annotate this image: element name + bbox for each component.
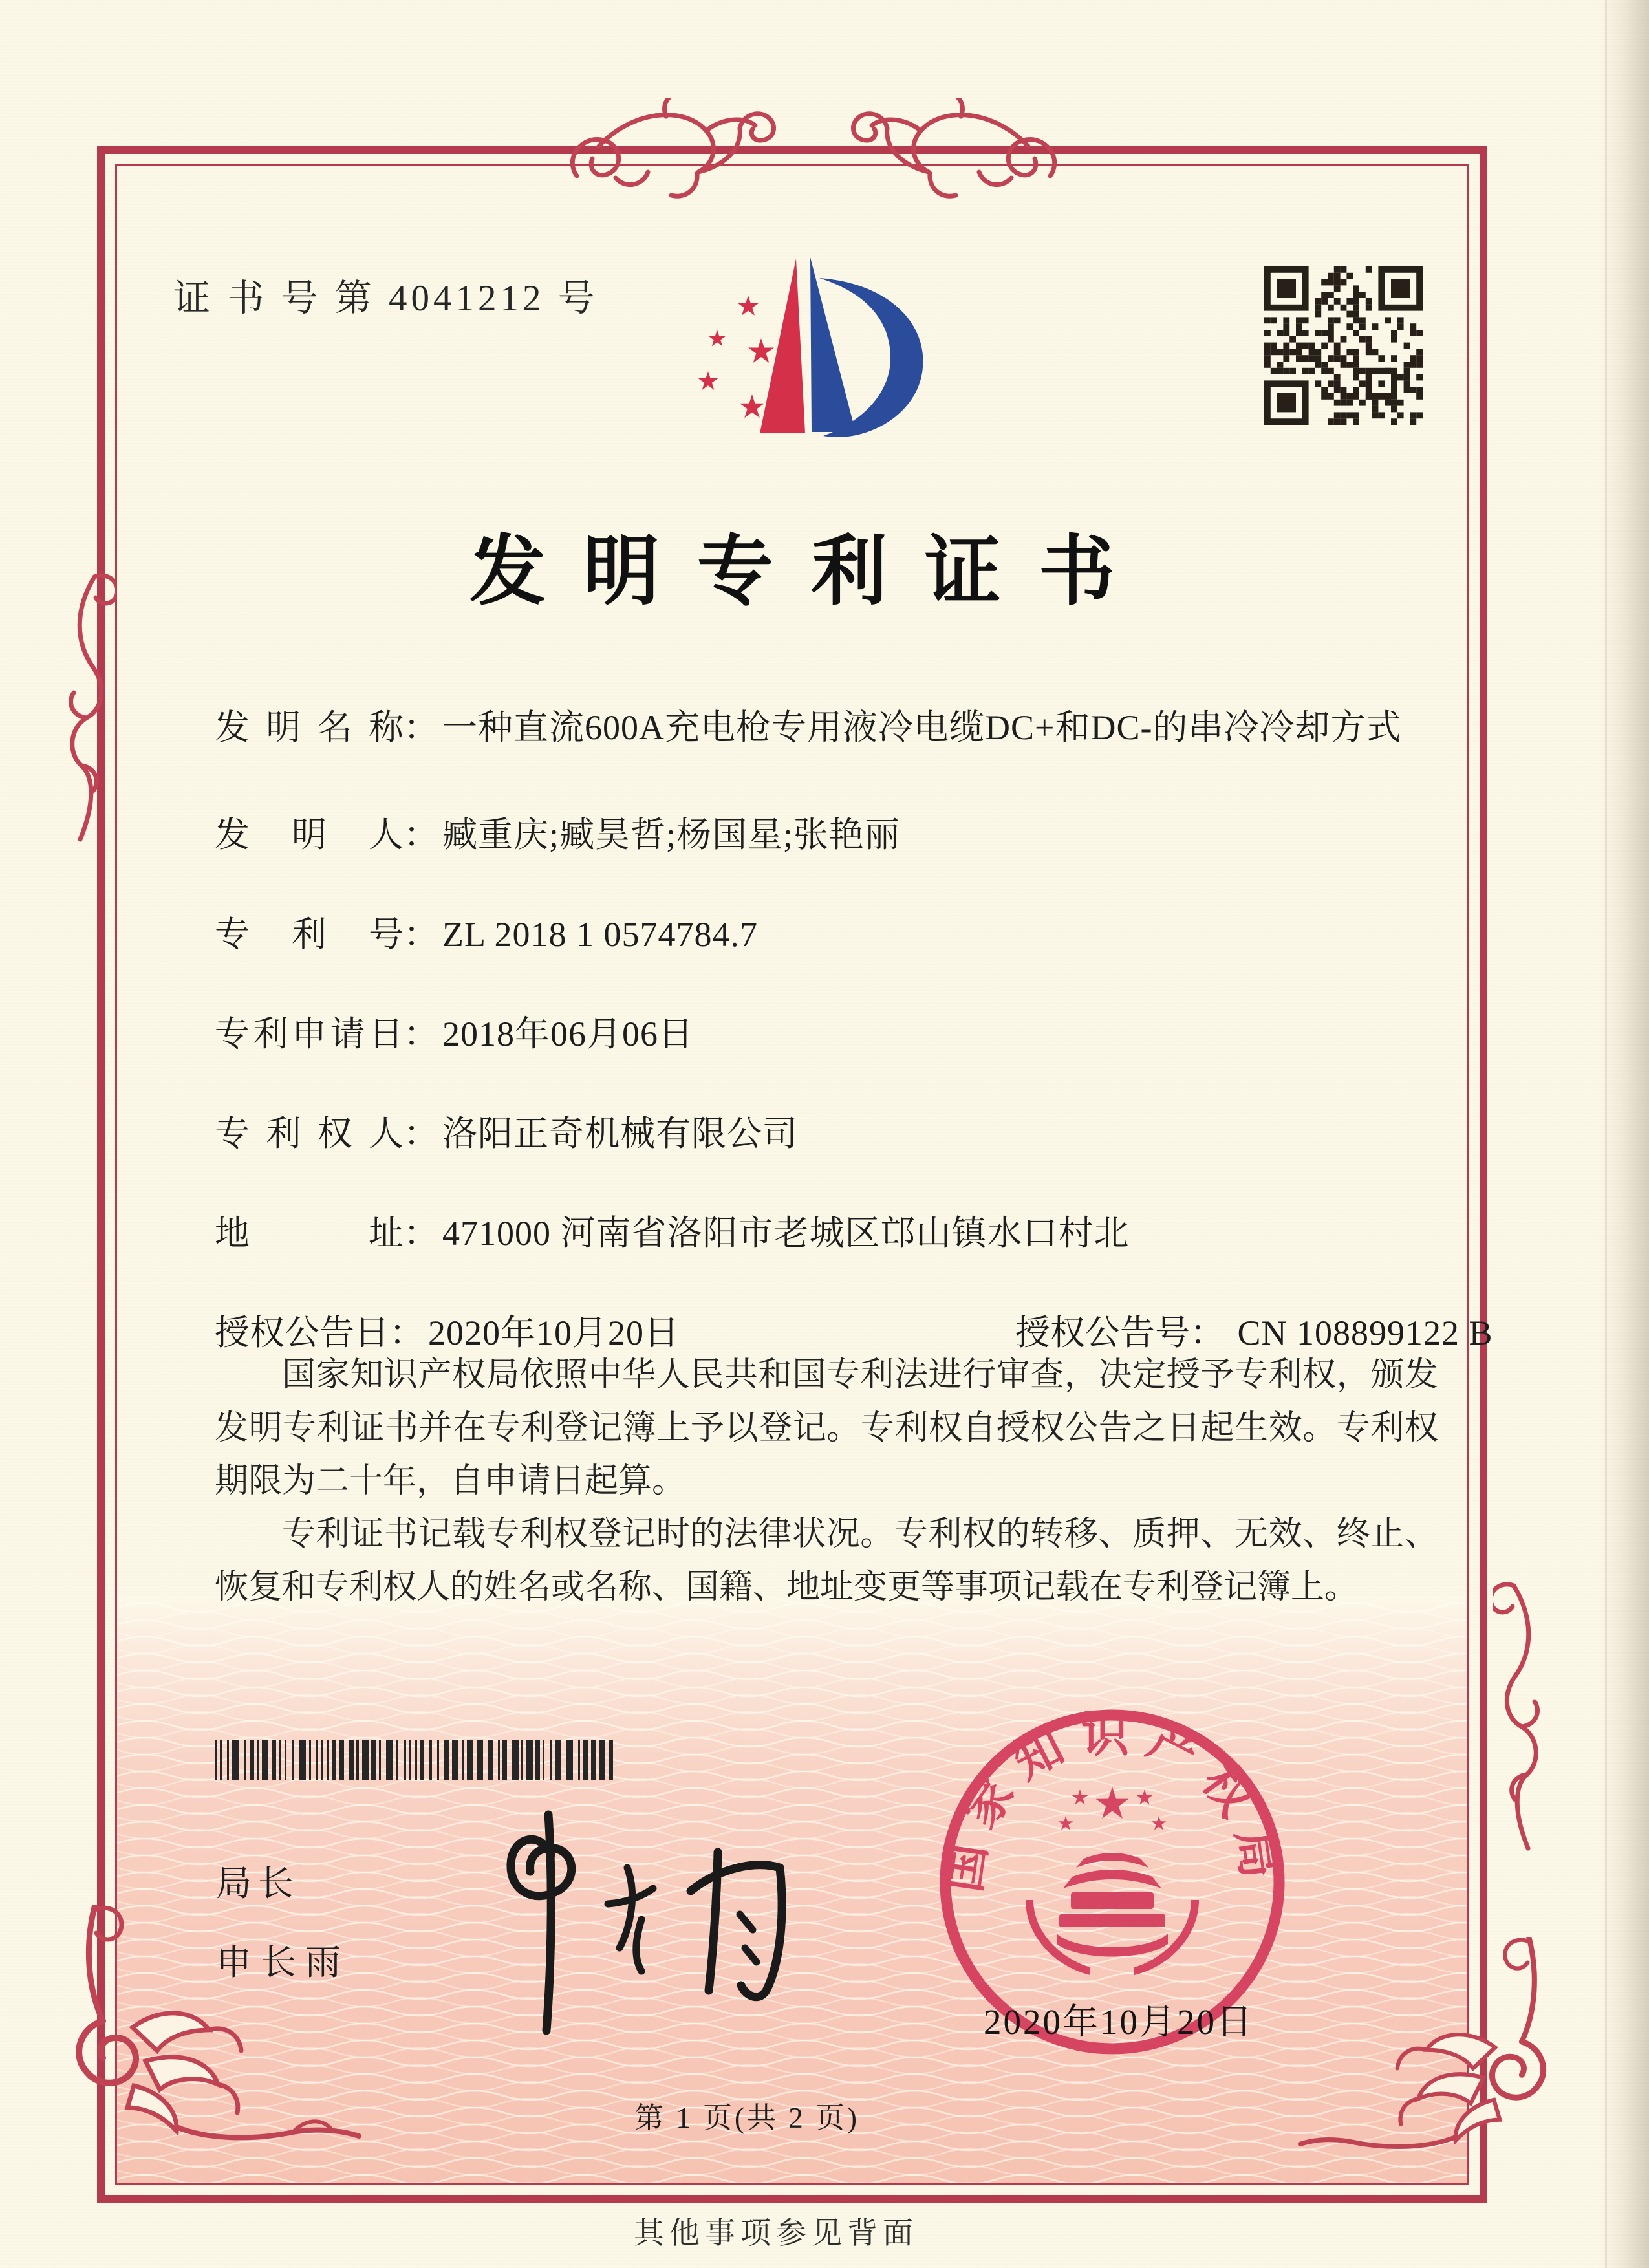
field-label: 专利号: [215, 915, 404, 954]
director-name: 申长雨: [216, 1943, 350, 1982]
grant-number: 授权公告号： CN 108899122 B: [1015, 1313, 1493, 1352]
cnipa-logo-icon: [669, 241, 934, 454]
national-emblem-icon: [1026, 1787, 1199, 1975]
top-dragon-ornament: [568, 98, 1059, 215]
left-edge-scroll-ornament: [54, 569, 116, 847]
right-edge-scroll-ornament: [1493, 1578, 1554, 1856]
legal-text: [215, 1349, 1438, 1614]
grant-date-value: 2020年10月20日: [428, 1313, 680, 1352]
field-filing-date: 专利申请日 ： 2018年06月06日: [215, 1006, 694, 1056]
field-value: 2018年06月06日: [442, 1015, 694, 1053]
grant-date-label: 授权公告日: [215, 1313, 389, 1352]
field-label: 专利权人: [215, 1114, 404, 1153]
field-label: 发明人: [215, 815, 404, 854]
director-title-label: 局长: [216, 1864, 301, 1903]
bottom-left-floral-ornament: [55, 1905, 365, 2196]
field-value: ZL 2018 1 0574784.7: [442, 915, 758, 954]
director-signature-icon: [414, 1793, 854, 2051]
certificate-title: 发明专利证书: [469, 530, 1152, 614]
bottom-right-floral-ornament: [1287, 1937, 1565, 2202]
legal-paragraph-1: 国家知识产权局依照中华人民共和国专利法进行审查，决定授予专利权，颁发发明专利证书并在专利登记簿上予以登记。专利权自授权公告之日起生效。专利权期限为二十年，自申请日起算。: [215, 1357, 1438, 1500]
grant-no-label: 授权公告号: [1015, 1313, 1190, 1352]
field-value: 一种直流600A充电枪专用液冷电缆DC+和DC-的串冷冷却方式: [442, 708, 1402, 747]
seal-date: 2020年10月20日: [983, 2002, 1254, 2042]
barcode-icon: [215, 1740, 616, 1780]
qr-code-icon: [1264, 266, 1423, 425]
footer-note: 其他事项参见背面: [634, 2217, 918, 2251]
field-inventors: 发明人 ： 臧重庆;臧昊哲;杨国星;张艳丽: [215, 807, 900, 857]
field-value: 471000 河南省洛阳市老城区邙山镇水口村北: [442, 1214, 1130, 1253]
field-invention-name: 发明名称 ： 一种直流600A充电枪专用液冷电缆DC+和DC-的串冷冷却方式: [215, 700, 1401, 750]
field-value: 洛阳正奇机械有限公司: [442, 1114, 798, 1153]
field-label: 发明名称: [215, 708, 404, 747]
field-patent-number: 专利号 ： ZL 2018 1 0574784.7: [215, 907, 758, 956]
field-address: 地址 ： 471000 河南省洛阳市老城区邙山镇水口村北: [215, 1205, 1130, 1255]
seal-text: 国家知识产权局: [936, 1709, 1288, 1895]
grant-no-value: CN 108899122 B: [1237, 1313, 1493, 1352]
field-patentee: 专利权人 ： 洛阳正奇机械有限公司: [215, 1106, 798, 1156]
legal-paragraph-2: 专利证书记载专利权登记时的法律状况。专利权的转移、质押、无效、终止、恢复和专利权人的姓名或名称、国籍、地址变更等事项记载在专利登记簿上。: [215, 1516, 1438, 1606]
field-label: 地址: [215, 1214, 404, 1253]
page-number: 第 1 页(共 2 页): [634, 2102, 859, 2134]
page-edge-shadow: [1599, 0, 1649, 2268]
field-label: 专利申请日: [215, 1015, 404, 1053]
certificate-number: 证 书 号 第 4041212 号: [173, 278, 599, 319]
field-grant-row: 授权公告日 ： 2020年10月20日 授权公告号： CN 108899122 B: [215, 1305, 1469, 1355]
field-value: 臧重庆;臧昊哲;杨国星;张艳丽: [442, 815, 901, 854]
